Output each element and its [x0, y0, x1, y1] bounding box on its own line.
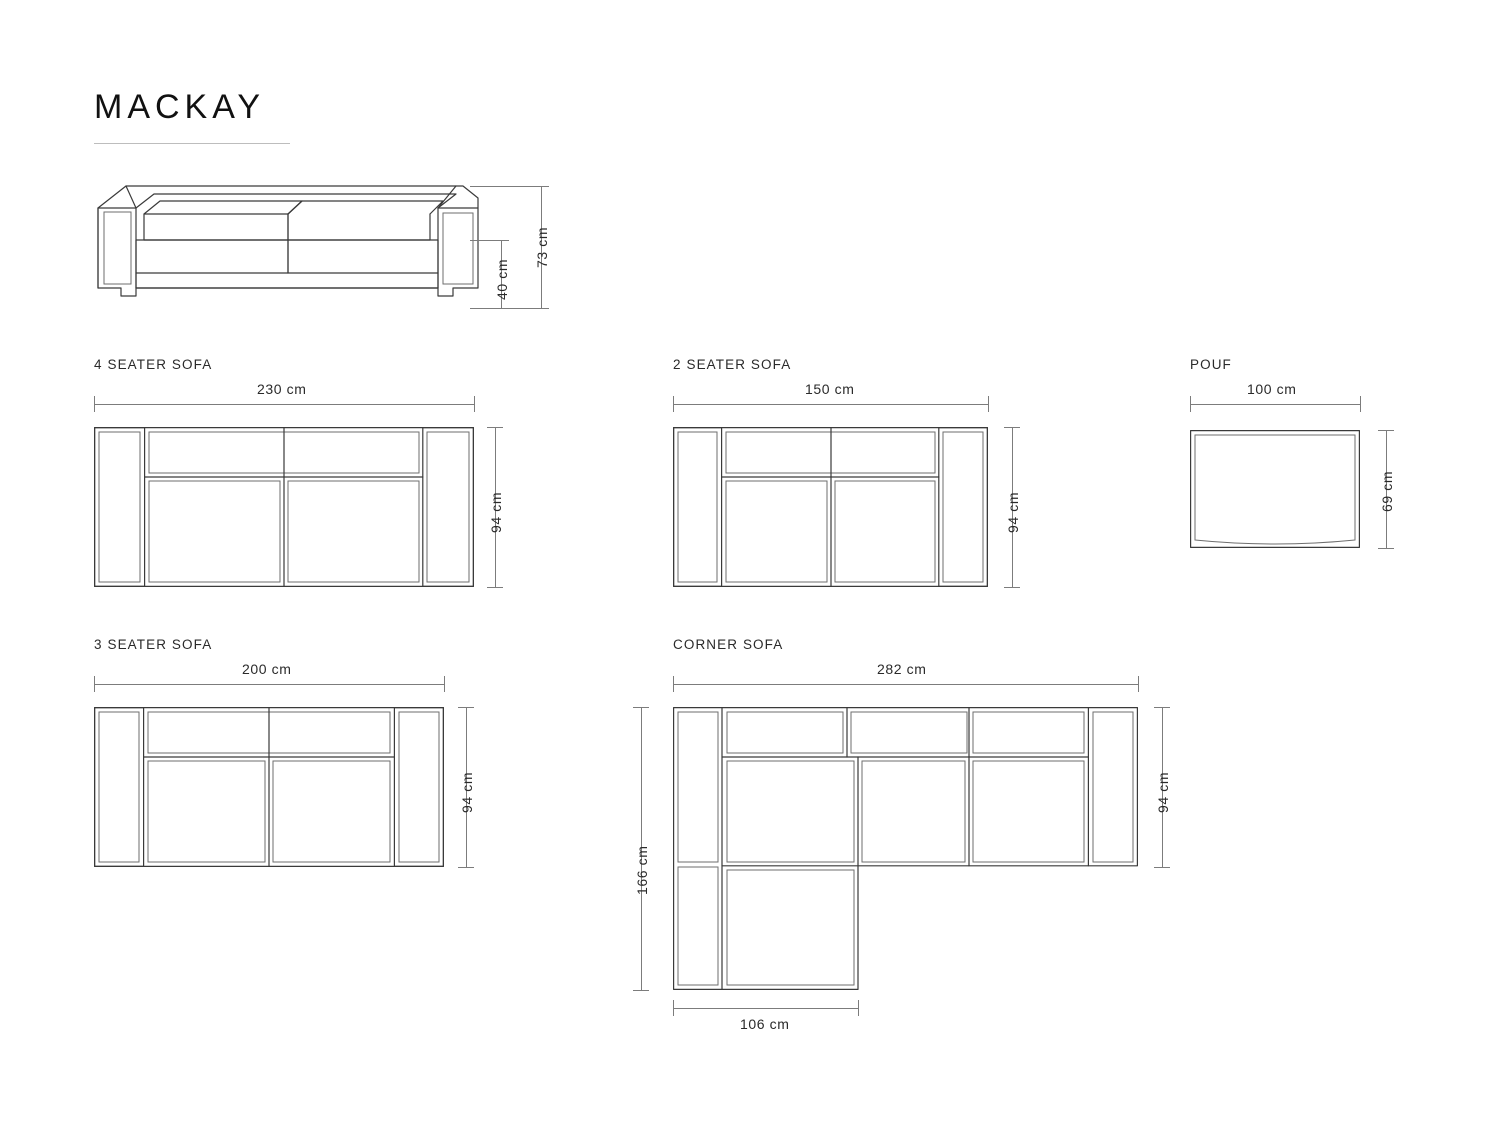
- depth-3-seater-label: 94 cm: [459, 771, 475, 813]
- width-corner-tick-right: [1138, 676, 1139, 692]
- perspective-height-73-tick-bottom: [533, 308, 549, 309]
- depth-4-seater-tick-bottom: [487, 587, 503, 588]
- width-pouf-tick-right: [1360, 396, 1361, 412]
- width-4-seater-tick-left: [94, 396, 95, 412]
- label-4-seater-sofa: 4 SEATER SOFA: [94, 357, 213, 372]
- perspective-height-40-label: 40 cm: [494, 258, 510, 300]
- page-title: MACKAY: [94, 88, 266, 126]
- width-2-seater-tick-left: [673, 396, 674, 412]
- depth-corner-tick-bottom: [1154, 867, 1170, 868]
- label-corner-sofa: CORNER SOFA: [673, 637, 784, 652]
- chaise-width-corner-label: 106 cm: [740, 1016, 790, 1032]
- chaise-width-corner-rule: [673, 1008, 858, 1009]
- total-depth-corner-tick-top: [633, 707, 649, 708]
- title-divider: [94, 143, 290, 144]
- depth-corner-label: 94 cm: [1155, 771, 1171, 813]
- depth-2-seater-tick-bottom: [1004, 587, 1020, 588]
- width-3-seater-rule: [94, 684, 444, 685]
- plan-pouf: [1190, 430, 1360, 548]
- depth-pouf-label: 69 cm: [1379, 470, 1395, 512]
- perspective-leader-bottom: [470, 308, 534, 309]
- label-2-seater-sofa: 2 SEATER SOFA: [673, 357, 792, 372]
- perspective-drawing: [88, 168, 488, 318]
- plan-corner-sofa: [673, 707, 1138, 990]
- depth-4-seater-tick-top: [487, 427, 503, 428]
- width-2-seater-label: 150 cm: [805, 381, 855, 397]
- label-pouf: POUF: [1190, 357, 1232, 372]
- width-4-seater-tick-right: [474, 396, 475, 412]
- plan-2-seater-sofa: [673, 427, 988, 587]
- width-4-seater-rule: [94, 404, 474, 405]
- depth-pouf-tick-bottom: [1378, 548, 1394, 549]
- depth-2-seater-tick-top: [1004, 427, 1020, 428]
- width-corner-label: 282 cm: [877, 661, 927, 677]
- width-2-seater-rule: [673, 404, 988, 405]
- perspective-height-73-label: 73 cm: [534, 226, 550, 268]
- perspective-leader-seat: [470, 240, 494, 241]
- width-pouf-rule: [1190, 404, 1360, 405]
- depth-3-seater-tick-bottom: [458, 867, 474, 868]
- depth-3-seater-tick-top: [458, 707, 474, 708]
- width-3-seater-label: 200 cm: [242, 661, 292, 677]
- total-depth-corner-label: 166 cm: [634, 845, 650, 895]
- width-corner-rule: [673, 684, 1138, 685]
- perspective-height-40-tick-top: [493, 240, 509, 241]
- perspective-leader-top: [470, 186, 534, 187]
- depth-corner-tick-top: [1154, 707, 1170, 708]
- width-pouf-tick-left: [1190, 396, 1191, 412]
- width-4-seater-label: 230 cm: [257, 381, 307, 397]
- plan-3-seater-sofa: [94, 707, 444, 867]
- width-3-seater-tick-right: [444, 676, 445, 692]
- depth-2-seater-label: 94 cm: [1005, 491, 1021, 533]
- depth-4-seater-label: 94 cm: [488, 491, 504, 533]
- width-2-seater-tick-right: [988, 396, 989, 412]
- perspective-height-73-tick-top: [533, 186, 549, 187]
- label-3-seater-sofa: 3 SEATER SOFA: [94, 637, 213, 652]
- chaise-width-corner-tick-right: [858, 1000, 859, 1016]
- total-depth-corner-tick-bottom: [633, 990, 649, 991]
- width-corner-tick-left: [673, 676, 674, 692]
- chaise-width-corner-tick-left: [673, 1000, 674, 1016]
- width-3-seater-tick-left: [94, 676, 95, 692]
- plan-4-seater-sofa: [94, 427, 474, 587]
- width-pouf-label: 100 cm: [1247, 381, 1297, 397]
- depth-pouf-tick-top: [1378, 430, 1394, 431]
